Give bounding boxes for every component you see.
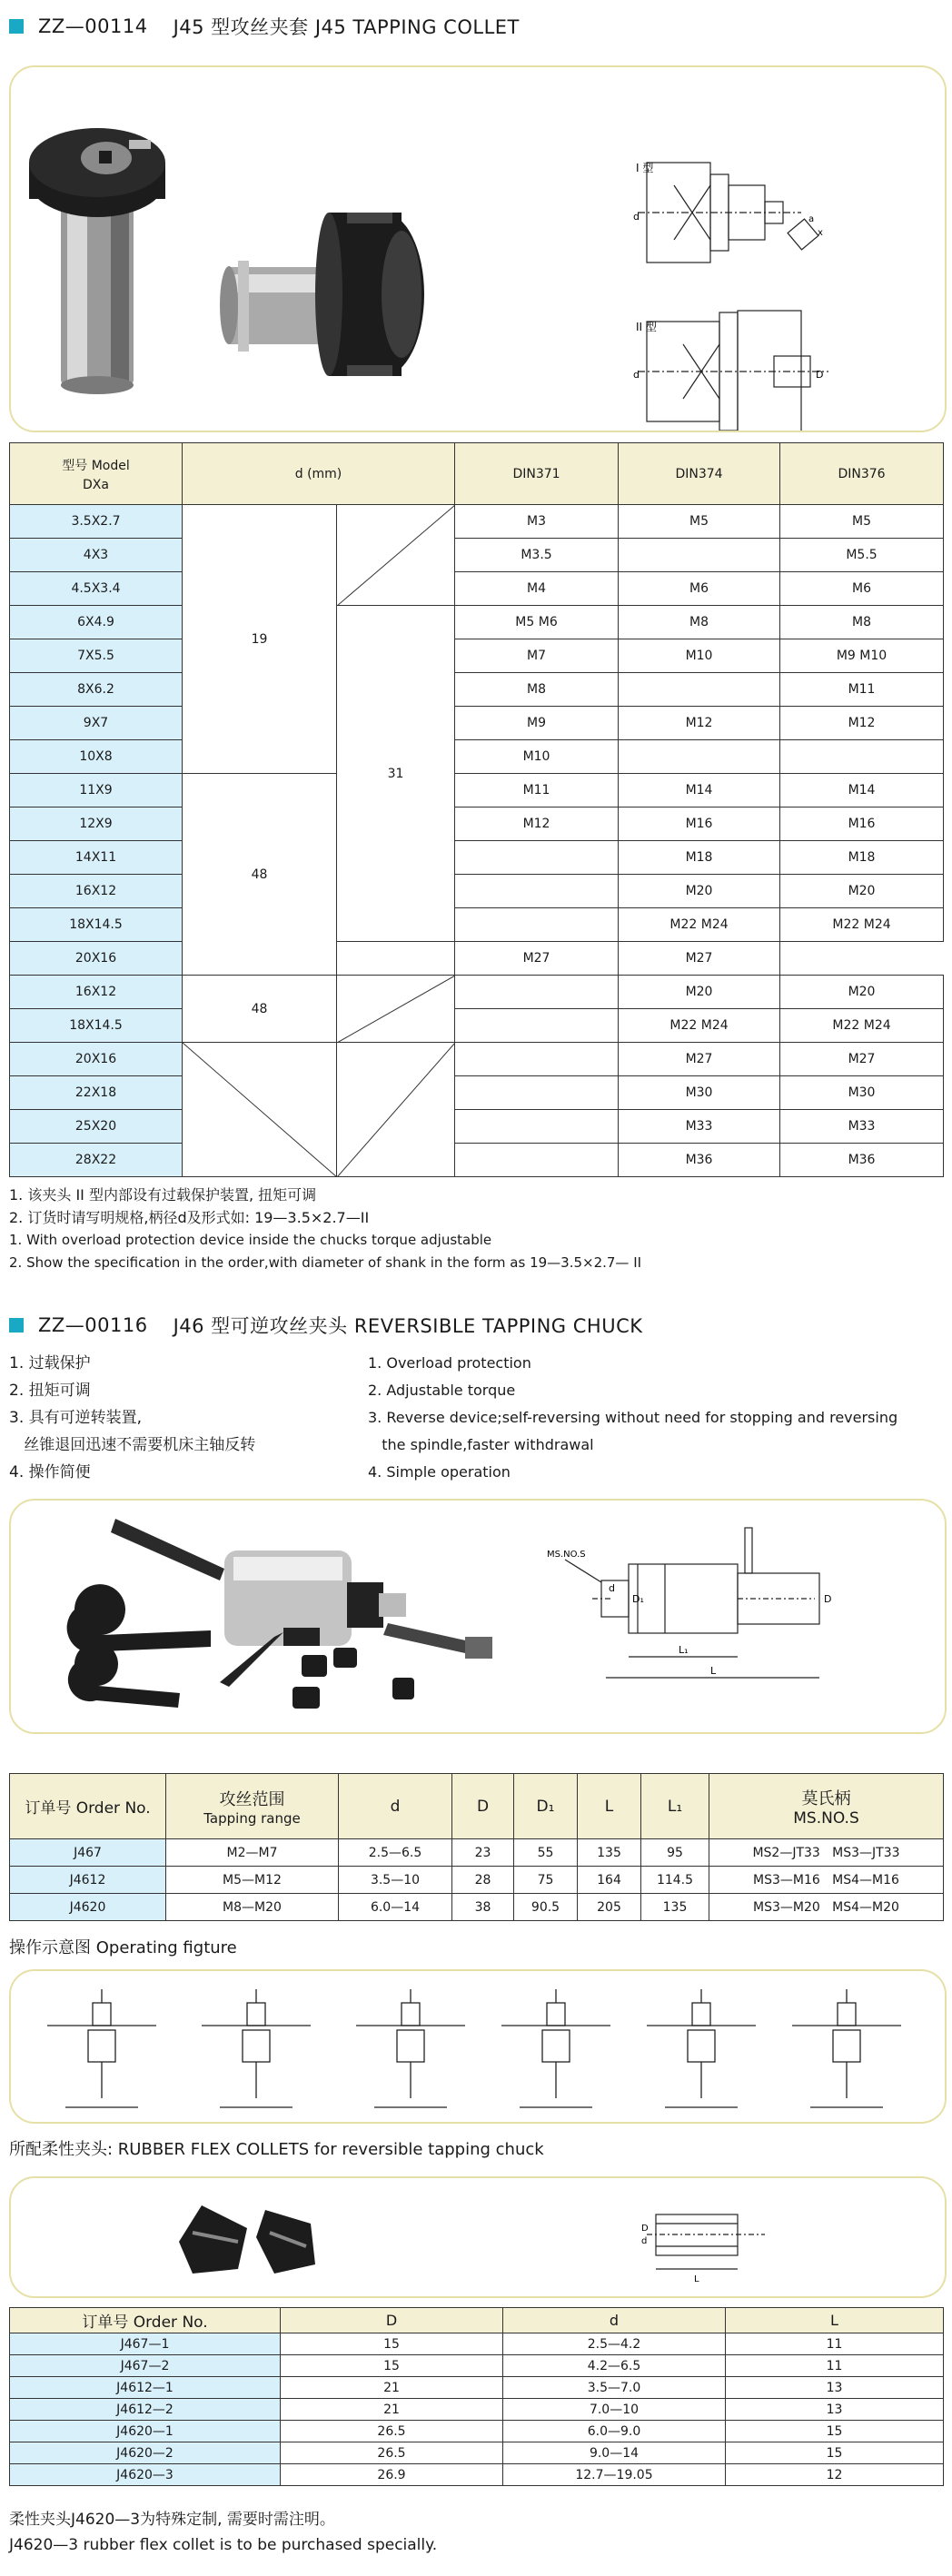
header-D: D <box>281 2308 503 2333</box>
flex-dwg-L: L <box>694 2274 699 2284</box>
table-row: J4612—1 21 3.5—7.0 13 <box>10 2377 944 2399</box>
op-step-2 <box>202 1989 311 2107</box>
table-row: 18X14.5 <box>10 1009 183 1043</box>
header-range: 攻丝范围 Tapping range <box>166 1774 339 1839</box>
flex-dwg-d: d <box>641 2236 648 2246</box>
shank-19: 19 <box>183 505 337 774</box>
shank-48-b: 48 <box>183 976 337 1043</box>
table-row: 14X11 <box>10 841 183 875</box>
collet-front-image <box>29 128 165 394</box>
header-d: d <box>503 2308 726 2333</box>
header-din374: DIN374 <box>619 443 780 505</box>
table-row: J467—1 15 2.5—4.2 11 <box>10 2333 944 2355</box>
j45-photo-panel <box>9 65 947 432</box>
note-line: J4620—3 rubber flex collet is to be purchased specially. <box>9 2536 438 2554</box>
table-row: 22X18 <box>10 1076 183 1110</box>
header-L1: L₁ <box>641 1774 709 1839</box>
type1-dim-x: x <box>818 228 823 238</box>
table-row: 25X20 <box>10 1110 183 1144</box>
flex-collet-drawing <box>647 2214 765 2269</box>
rubber-flex-table <box>9 2307 944 2486</box>
operating-figure-title: 操作示意图 Operating figture <box>9 1938 237 1957</box>
note-line: 2. Show the specification in the order,with diameter of shank in the form as 19—3.5×2.7— II <box>9 1254 642 1271</box>
j45-collet-illustration <box>11 67 945 431</box>
op-step-5 <box>647 1989 756 2107</box>
table-row: 18X14.5 <box>10 908 183 942</box>
table-row: 16X12 <box>10 976 183 1009</box>
section-header-j46 <box>9 1312 643 1339</box>
table-row: 8X6.2 <box>10 673 183 707</box>
table-row: 20X16 <box>10 1043 183 1076</box>
header-din376: DIN376 <box>780 443 944 505</box>
chuck-image <box>111 1519 406 1687</box>
header-D1: D₁ <box>514 1774 578 1839</box>
table-row: J467 M2—M7 2.5—6.5 23 55 135 95 MS2—JT33 MS3—JT33 <box>10 1839 944 1867</box>
type2-dim-d: d <box>633 369 640 381</box>
type2-dim-D: D <box>816 369 824 381</box>
dwg-ms-label: MS.NO.S <box>547 1550 586 1560</box>
diag-cell-a <box>337 505 455 606</box>
header-din371: DIN371 <box>455 443 619 505</box>
table-row: 12X9 <box>10 807 183 841</box>
section-title: J45 型攻丝夹套 J45 TAPPING COLLET <box>173 16 520 38</box>
dwg-L-label: L <box>710 1665 717 1677</box>
dwg-D-label: D <box>824 1593 832 1605</box>
section-code: ZZ—00116 <box>38 1314 148 1336</box>
dwg-L1-label: L₁ <box>679 1644 689 1656</box>
header-D: D <box>452 1774 514 1839</box>
table-row: J4620—2 26.5 9.0—14 15 <box>10 2442 944 2464</box>
note-line: 1. With overload protection device inside the chucks torque adjustable <box>9 1232 492 1248</box>
section-marker-icon <box>9 1318 24 1333</box>
rubber-flex-notes <box>9 2507 437 2558</box>
shank-48-a: 48 <box>183 774 337 976</box>
section-title: J46 型可逆攻丝夹头 REVERSIBLE TAPPING CHUCK <box>173 1315 643 1337</box>
op-step-4 <box>501 1989 610 2107</box>
diag-cell-c <box>183 1043 337 1177</box>
table-row: 20X16 <box>10 942 183 976</box>
table-row: J467—2 15 4.2—6.5 11 <box>10 2355 944 2377</box>
rubber-flex-illustration <box>11 2178 945 2296</box>
table-row: 7X5.5 <box>10 639 183 673</box>
dwg-D1-label: D₁ <box>632 1593 644 1605</box>
table-row: J4612—2 21 7.0—10 13 <box>10 2399 944 2421</box>
table-row: 16X12 <box>10 875 183 908</box>
table-row: 4.5X3.4 <box>10 572 183 606</box>
table-row: J4620 M8—M20 6.0—14 38 90.5 205 135 MS3—M20 MS4—M20 <box>10 1894 944 1921</box>
type1-dim-d: d <box>633 211 640 223</box>
j45-notes <box>9 1184 641 1274</box>
rubber-flex-title: 所配柔性夹头: RUBBER FLEX COLLETS for reversible tapping chuck <box>9 2140 544 2159</box>
header-L: L <box>726 2308 944 2333</box>
table-row: 10X8 <box>10 740 183 774</box>
type2-drawing <box>638 311 828 431</box>
operating-figure-panel <box>9 1969 947 2124</box>
collet-side-image <box>220 213 424 376</box>
table-row: 3.5X2.7 <box>10 505 183 539</box>
wrench-image <box>67 1584 211 1708</box>
flex-collet-image <box>179 2205 315 2274</box>
op-step-1 <box>47 1989 156 2107</box>
type1-dim-a: a <box>808 214 815 224</box>
table-row: 6X4.9 <box>10 606 183 639</box>
type1-drawing <box>638 163 818 263</box>
table-row: 9X7 <box>10 707 183 740</box>
table-row: 11X9 <box>10 774 183 807</box>
section-code: ZZ—00114 <box>38 15 148 37</box>
section-header-j45 <box>9 13 520 40</box>
type2-label: II 型 <box>636 321 657 333</box>
operating-steps-illustration <box>11 1971 945 2122</box>
features-cn: 1. 过载保护 2. 扭矩可调 3. 具有可逆转装置, 丝锥退回迅速不需要机床主轴反转 4. 操作简便 <box>9 1354 256 1481</box>
header-L: L <box>578 1774 641 1839</box>
op-step-6 <box>792 1989 901 2107</box>
header-model: 型号 Model DXa <box>10 443 183 505</box>
j45-spec-table: 型号 Model DXa d (mm) DIN371 DIN374 DIN376 3.5X2.7 19 M3 M5 M5 4X3 M3.5 M5.5 4.5X3.4 M4 M6 M6 6X4.9 31 M5 M6 M8 M8 7X5.5 M7 M10 M9 M10 8X6.2 M8 M11 9X7 M9 M12 M12 10X8 M10 11X9 48 M11 M14 M14 12X9 M12 M16 M16 14X11 M18 M18 16X12 M20 M20 18X14.5 M22 M24 M22 M24 20X16 M27 M27 16X12 48 M20 M20 18X14.5 M22 M24 M22 M24 20X16 M27 M27 22X18 M30 M30 25X20 M33 M33 28X22 M36 M36 <box>9 442 944 1177</box>
dwg-d-label: d <box>609 1582 615 1594</box>
table-row: 4X3 <box>10 539 183 572</box>
diag-cell-d <box>337 1043 455 1177</box>
j46-chuck-illustration <box>11 1501 945 1732</box>
header-d: d (mm) <box>183 443 455 505</box>
section-marker-icon <box>9 19 24 34</box>
diag-cell-b <box>337 976 455 1043</box>
table-row: J4620—1 26.5 6.0—9.0 15 <box>10 2421 944 2442</box>
note-line: 1. 该夹头 II 型内部设有过载保护装置, 扭矩可调 <box>9 1186 317 1204</box>
type1-label: I 型 <box>636 162 654 174</box>
table-row: J4620—3 26.9 12.7—19.05 12 <box>10 2464 944 2486</box>
j46-photo-panel <box>9 1499 947 1734</box>
header-d: d <box>339 1774 452 1839</box>
flex-dwg-D: D <box>641 2224 649 2234</box>
op-step-3 <box>356 1989 465 2107</box>
table-row: J4612 M5—M12 3.5—10 28 75 164 114.5 MS3—M16 MS4—M16 <box>10 1867 944 1894</box>
table-row: 28X22 <box>10 1144 183 1177</box>
header-ms: 莫氏柄 MS.NO.S <box>709 1774 944 1839</box>
features-en: 1. Overload protection 2. Adjustable torque 3. Reverse device;self-reversing without need for stopping and reversing the spindle,faster withdrawal 4. Simple operation <box>368 1354 898 1481</box>
shank-31: 31 <box>337 606 455 942</box>
note-line: 柔性夹头J4620—3为特殊定制, 需要时需注明。 <box>9 2511 335 2529</box>
rubber-flex-panel <box>9 2176 947 2298</box>
header-order: 订单号 Order No. <box>10 2308 281 2333</box>
j46-drawing <box>565 1528 819 1678</box>
j46-spec-table <box>9 1773 944 1921</box>
note-line: 2. 订货时请写明规格,柄径d及形式如: 19—3.5×2.7—II <box>9 1209 370 1226</box>
header-order: 订单号 Order No. <box>10 1774 166 1839</box>
